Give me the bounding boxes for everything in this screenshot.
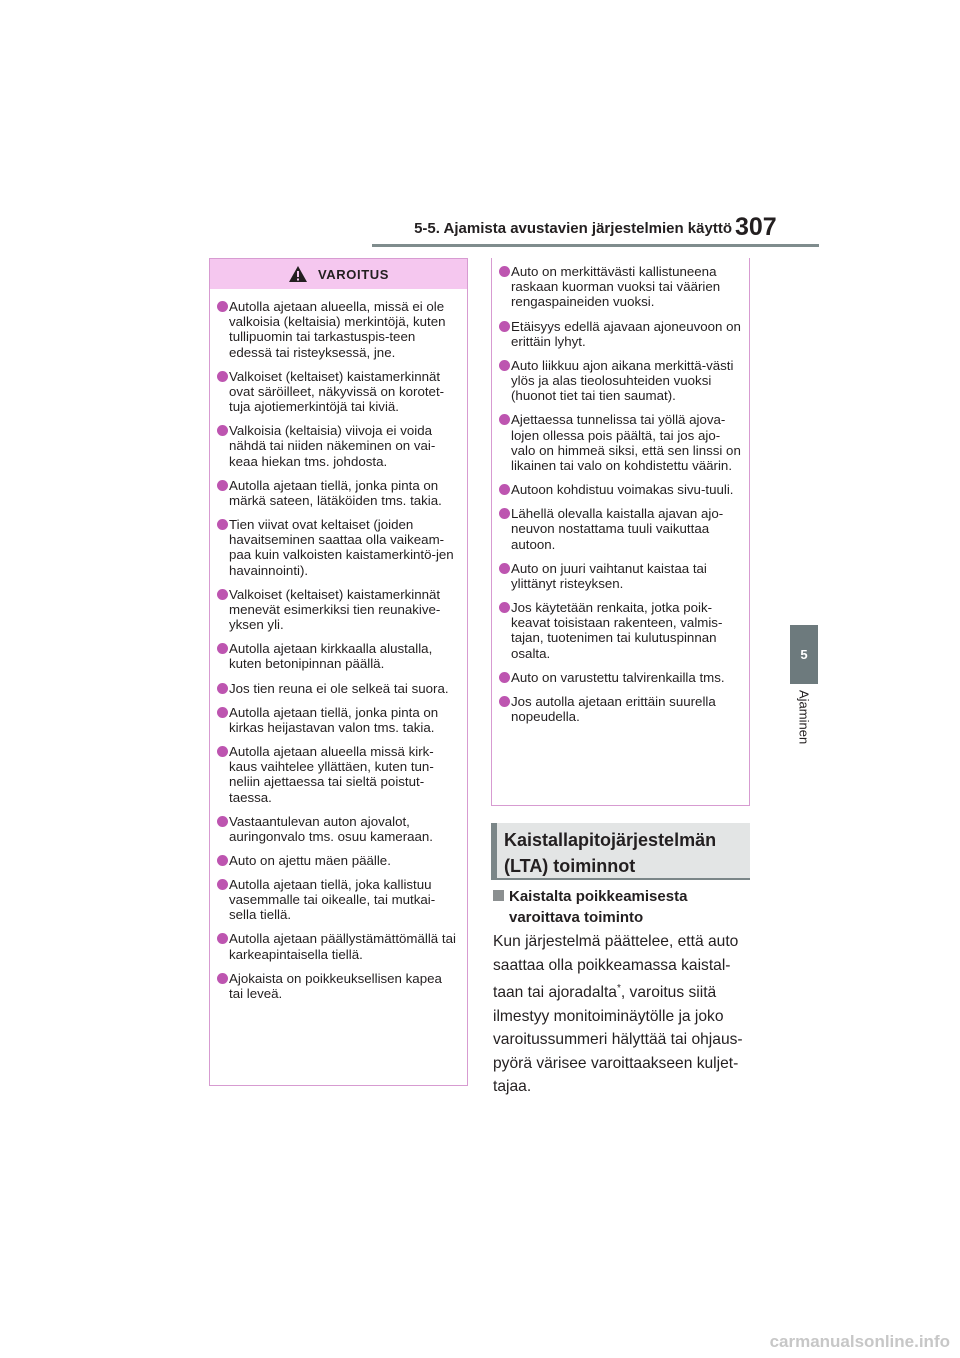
- warning-item: Autolla ajetaan tiellä, jonka pinta on kirkas heijastavan valon tms. takia.: [217, 705, 459, 735]
- subheading-line2: varoittava toiminto: [509, 909, 644, 926]
- chapter-label: Ajaminen: [796, 690, 812, 745]
- bullet-icon: [217, 519, 228, 530]
- bullet-icon: [217, 933, 228, 944]
- warning-box: [209, 258, 468, 1086]
- bullet-icon: [499, 266, 510, 277]
- warning-title: VAROITUS: [317, 266, 389, 282]
- warning-item: Etäisyys edellä ajavaan ajoneuvoon on erittäin lyhyt.: [499, 319, 741, 349]
- warning-item: Autolla ajetaan alueella missä kirk-kaus vaihtelee yllättäen, kuten tun-neliin ajettaessa tai sieltä poistut-taessa.: [217, 744, 459, 805]
- warning-item: Auto on merkittävästi kallistuneena raskaan kuorman vuoksi tai väärien rengaspaineiden vuoksi.: [499, 264, 741, 310]
- bullet-icon: [499, 602, 510, 613]
- footnote-mark: *: [616, 983, 621, 994]
- bullet-icon: [217, 301, 228, 312]
- bullet-icon: [217, 855, 228, 866]
- bullet-icon: [217, 683, 228, 694]
- header-divider: [372, 244, 819, 247]
- warning-item: Auto on ajettu mäen päälle.: [217, 853, 459, 868]
- warning-item: Autolla ajetaan tiellä, joka kallistuu vasemmalle tai oikealle, tai mutkai-sella tiellä.: [217, 877, 459, 923]
- subheading-line1: Kaistalta poikkeamisesta: [509, 888, 688, 905]
- warning-item: Vastaantulevan auton ajovalot, auringonvalo tms. osuu kameraan.: [217, 814, 459, 844]
- bullet-icon: [217, 973, 228, 984]
- chapter-tab: 5: [790, 625, 818, 684]
- warning-triangle-icon: [288, 265, 308, 283]
- watermark: carmanualsonline.info: [769, 1332, 950, 1351]
- warning-item: Autolla ajetaan kirkkaalla alustalla, kuten betonipinnan päällä.: [217, 641, 459, 671]
- warning-continued-box: [491, 258, 750, 806]
- bullet-icon: [217, 879, 228, 890]
- warning-item: Valkoiset (keltaiset) kaistamerkinnät ovat säröilleet, näkyvissä on korotet-tuja ajotiemerkintöjä tai kiviä.: [217, 369, 459, 415]
- warning-item: Autolla ajetaan tiellä, jonka pinta on märkä sateen, lätäköiden tms. takia.: [217, 478, 459, 508]
- bullet-icon: [217, 643, 228, 654]
- bullet-icon: [217, 746, 228, 757]
- bullet-icon: [217, 816, 228, 827]
- warning-item: Ajettaessa tunnelissa tai yöllä ajova-lojen ollessa pois päältä, tai jos ajo-valo on himmeä siksi, että sen linssi on likainen tai valo on kohdistettu väärin.: [499, 412, 741, 473]
- warning-item: Valkoiset (keltaiset) kaistamerkinnät menevät esimerkiksi tien reunakive-yksen yli.: [217, 587, 459, 633]
- warning-item: Jos tien reuna ei ole selkeä tai suora.: [217, 681, 459, 696]
- warning-item: Valkoisia (keltaisia) viivoja ei voida nähdä tai niiden näkeminen on vai-keaa hiekan tms. johdosta.: [217, 423, 459, 469]
- bullet-icon: [217, 589, 228, 600]
- bullet-icon: [217, 707, 228, 718]
- warning-item: Tien viivat ovat keltaiset (joiden havaitseminen saattaa olla vaikeam-paa kuin valkoisten kaistamerkintö-jen havainnointi).: [217, 517, 459, 578]
- bullet-icon: [217, 371, 228, 382]
- bullet-icon: [217, 425, 228, 436]
- warning-item: Ajokaista on poikkeuksellisen kapea tai leveä.: [217, 971, 459, 1001]
- square-bullet-icon: [493, 890, 504, 901]
- section-header-title: 5-5. Ajamista avustavien järjestelmien käyttö: [414, 220, 732, 237]
- section-banner: [491, 823, 750, 880]
- body-paragraph: Kun järjestelmä päättelee, että auto saattaa olla poikkeamassa kaistal-taan tai ajoradalta*, varoitus siitä ilmestyy monitoiminäytölle ja joko varoitussummeri hälyttää tai ohjaus-pyörä värisee varoittaakseen kuljet-tajaa.: [493, 933, 743, 1096]
- warning-continued-list: [492, 264, 749, 724]
- warning-item: Autoon kohdistuu voimakas sivu-tuuli.: [499, 482, 741, 497]
- bullet-icon: [499, 563, 510, 574]
- bullet-icon: [217, 480, 228, 491]
- bullet-icon: [499, 321, 510, 332]
- warning-header: [210, 259, 467, 289]
- section-title-line1: Kaistallapitojärjestelmän: [504, 830, 717, 850]
- warning-item: Auto liikkuu ajon aikana merkittä-västi ylös ja alas tieolosuhteiden vuoksi (huonot tiet tai tien saumat).: [499, 358, 741, 404]
- subheading: [493, 886, 751, 928]
- warning-item: Jos käytetään renkaita, jotka poik-keavat toisistaan rakenteen, valmis-tajan, tuotenimen tai kulutuspinnan osalta.: [499, 600, 741, 661]
- section-title-line2: (LTA) toiminnot: [504, 856, 636, 876]
- warning-item: Auto on juuri vaihtanut kaistaa tai ylittänyt risteyksen.: [499, 561, 741, 591]
- bullet-icon: [499, 672, 510, 683]
- bullet-icon: [499, 696, 510, 707]
- bullet-icon: [499, 414, 510, 425]
- warning-item: Auto on varustettu talvirenkailla tms.: [499, 670, 741, 685]
- warning-item: Autolla ajetaan päällystämättömällä tai karkeapintaisella tiellä.: [217, 931, 459, 961]
- warning-list: [210, 289, 467, 1001]
- page-number: 307: [735, 213, 777, 241]
- warning-item: Jos autolla ajetaan erittäin suurella nopeudella.: [499, 694, 741, 724]
- bullet-icon: [499, 360, 510, 371]
- bullet-icon: [499, 484, 510, 495]
- warning-item: Lähellä olevalla kaistalla ajavan ajo-neuvon nostattama tuuli vaikuttaa autoon.: [499, 506, 741, 552]
- warning-item: Autolla ajetaan alueella, missä ei ole valkoisia (keltaisia) merkintöjä, kuten tullipuomin tai tarkastuspis-teen edessä tai risteyksessä, jne.: [217, 299, 459, 360]
- bullet-icon: [499, 508, 510, 519]
